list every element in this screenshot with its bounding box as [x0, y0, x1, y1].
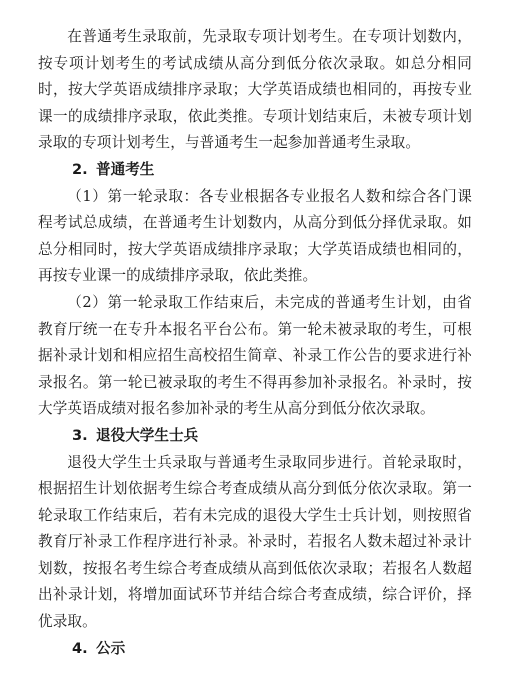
section-title: 普通考生	[96, 160, 155, 178]
paragraph-special-plan: 在普通考生录取前，先录取专项计划考生。在专项计划数内，按专项计划考生的考试成绩从高分到低分依次录取。如总分相同时，按大学英语成绩排序录取；大学英语成绩也相同的，再按专业课一的成绩排序录取，依此类推。专项计划结束后，未被专项计划录取的专项计划考生，与普通考生一起参加普通考生录取。	[38, 28, 472, 152]
section-number: 4.	[72, 639, 88, 657]
section-number: 2.	[72, 160, 88, 178]
section-heading-ordinary-candidates	[38, 157, 472, 184]
section-number: 3.	[72, 426, 88, 444]
section-title: 退役大学生士兵	[96, 426, 199, 444]
section-title: 公示	[96, 639, 126, 657]
document-page	[38, 24, 472, 662]
paragraph-supplementary-round: （2）第一轮录取工作结束后，未完成的普通考生计划，由省教育厅统一在专升本报名平台公布。第一轮未被录取的考生，可根据补录计划和相应招生高校招生简章、补录工作公告的要求进行补录报名。第一轮已被录取的考生不得再参加补录报名。补录时，按大学英语成绩对报名参加补录的考生从高分到低分依次录取。	[38, 293, 472, 418]
section-heading-veterans	[38, 423, 472, 450]
paragraph-first-round: （1）第一轮录取：各专业根据各专业报名人数和综合各门课程考试总成绩，在普通考生计划数内，从高分到低分择优录取。如总分相同时，按大学英语成绩排序录取；大学英语成绩也相同的，再按专业课一的成绩排序录取，依此类推。	[38, 187, 472, 285]
paragraph-veterans: 退役大学生士兵录取与普通考生录取同步进行。首轮录取时，根据招生计划依据考生综合考查成绩从高分到低分依次录取。第一轮录取工作结束后，若有未完成的退役大学生士兵计划，则按照省教育厅补录工作程序进行补录。补录时，若报名人数未超过补录计划数，按报名考生综合考查成绩从高到低依次录取；若报名人数超出补录计划，将增加面试环节并结合综合考查成绩，综合评价，择优录取。	[38, 453, 472, 631]
section-heading-public-notice	[38, 636, 472, 663]
